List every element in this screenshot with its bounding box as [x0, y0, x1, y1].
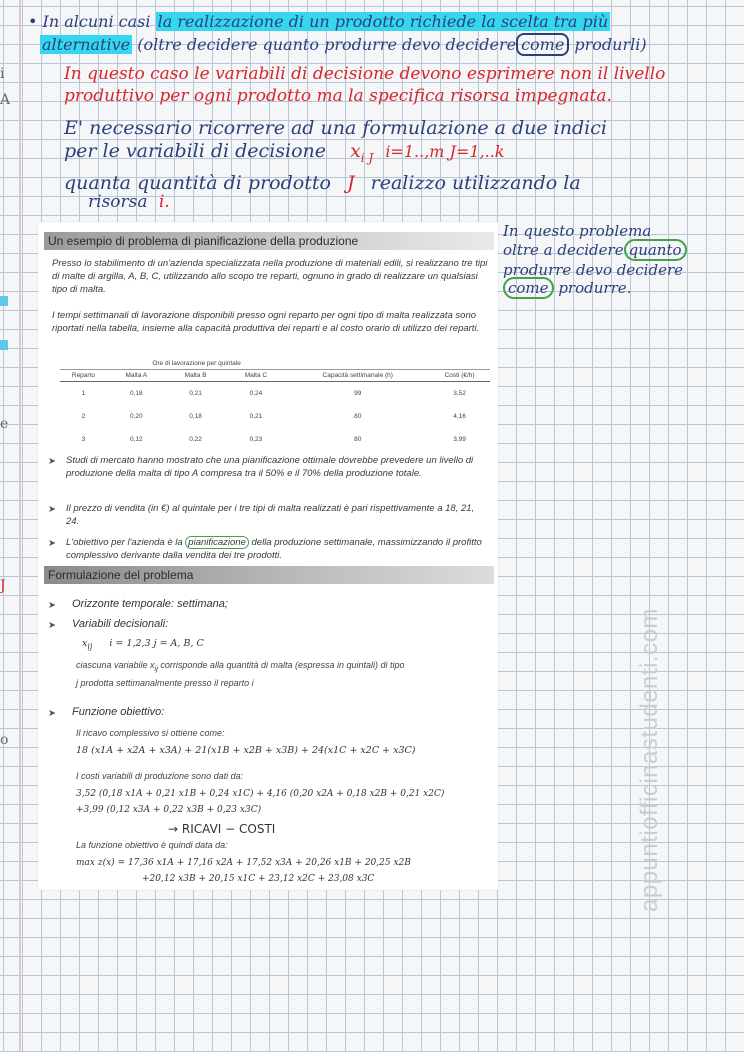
horizon-text: Orizzonte temporale: settimana; [72, 598, 228, 610]
bullet-market: Studi di mercato hanno mostrato che una pianificazione ottimale dovrebbe prevedere un livello di produzione della malta di tipo A compresa tra il 50% e il 70% della produzione totale. [66, 455, 474, 479]
variables-formula: $x_{ij}$ i = 1,2,3 j = A, B, C [82, 638, 204, 651]
edge-mark: i [0, 66, 5, 82]
handwritten-revenue-minus-costs: → RICAVI − COSTI [168, 822, 276, 836]
bullet-arrow-icon: ➤ [48, 620, 56, 631]
table-cell: 2 [81, 413, 86, 420]
table-header: Malta B [166, 370, 226, 382]
handwritten-line-3: E' necessario ricorrere ad una formulazione a due indici [64, 117, 607, 139]
costs-formula-1: 3,52 (0,18 x1A + 0,21 x1B + 0,24 x1C) + 4,16 (0,20 x2A + 0,18 x2B + 0,21 x2C) [76, 789, 445, 799]
bullet-arrow-icon: ➤ [48, 456, 56, 467]
table-cell: 0,18 [189, 413, 202, 420]
table-cell: 80 [354, 436, 362, 443]
objective-formula-2: +20,12 x3B + 20,15 x1C + 23,12 x2C + 23,08 x3C [142, 874, 375, 884]
printed-page [38, 222, 498, 890]
handwritten-line-2: alternative (oltre decidere quanto produrre devo decidere come produrli) [42, 35, 647, 54]
side-note-line-4: come produrre. [503, 279, 631, 297]
variables-description-1: ciascuna variabile $x_{ij}$ corrisponde alla quantità di malta (espressa in quintali) di tipo [76, 660, 405, 673]
table-cell: 0,18 [129, 390, 143, 397]
table-cell: 80 [354, 413, 362, 420]
side-note-line-2: oltre a decidere quanto [503, 241, 687, 259]
notebook-margin-line [19, 0, 21, 1052]
table-header: Costi (€/h) [429, 370, 490, 382]
table-header: Malta C [225, 370, 286, 382]
side-note-line-1: In questo problema [503, 222, 652, 240]
objective-formula-1: max z(x) = 17,36 x1A + 17,16 x2A + 17,52 x3A + 20,26 x1B + 20,25 x2B [76, 858, 411, 868]
intro-paragraph: Presso lo stabilimento di un'azienda specializzata nella produzione di materiali edili, si realizzano tre tipi di malte di argilla, A, B, C, utilizzando allo scopo tre reparti, ognuno in grado di realizzare un qualsiasi tipo di malta. [52, 258, 488, 295]
table-cell: 0,20 [129, 413, 143, 420]
table-cell: 3,52 [453, 390, 466, 397]
costs-formula-2: +3,99 (0,12 x3A + 0,22 x3B + 0,23 x3C) [76, 805, 262, 815]
revenue-formula: 18 (x1A + x2A + x3A) + 21(x1B + x2B + x3B) + 24(x1C + x2C + x3C) [76, 745, 416, 756]
section-title-example: Un esempio di problema di pianificazione della produzione [44, 232, 494, 250]
table-cell: 0,21 [189, 390, 202, 397]
table-cell: 0,24 [249, 390, 263, 397]
objective-label: La funzione obiettivo è quindi data da: [76, 840, 228, 850]
revenue-label: Il ricavo complessivo si ottiene come: [76, 728, 225, 738]
intro-paragraph-2: I tempi settimanali di lavorazione disponibili presso ogni reparto per ogni tipo di malta realizzata sono riportati nella tabella, insieme alla capacità produttiva dei reparti e al costo orario di utilizzo dei reparti. [52, 310, 480, 334]
handwritten-line-1: • In alcuni casi la realizzazione di un prodotto richiede la scelta tra più [28, 12, 609, 31]
bullet-price: Il prezzo di vendita (in €) al quintale per i tre tipi di malta realizzati è pari rispettivamente a 18, 21, 24. [66, 503, 475, 527]
costs-label: I costi variabili di produzione sono dati da: [76, 771, 244, 781]
table-cell: 0,23 [249, 436, 263, 443]
handwritten-red-line-2: produttivo per ogni prodotto ma la specifica risorsa impegnata. [64, 86, 612, 106]
table-cell: 99 [354, 390, 362, 397]
handwritten-line-5: quanta quantità di prodotto J realizzo utilizzando la [64, 172, 581, 194]
handwritten-line-4: per le variabili di decisione $x_{i J}$ i=1..,m J=1,..k [64, 140, 505, 165]
table-cell: 3 [81, 436, 86, 443]
table-span-header: Ore di lavorazione per quintale [107, 358, 286, 370]
table-cell: 1 [81, 390, 86, 397]
table-header: Reparto [60, 370, 107, 382]
objective-title: Funzione obiettivo: [72, 706, 165, 718]
bullet-arrow-icon: ➤ [48, 538, 56, 549]
table-row [60, 405, 490, 428]
edge-mark: A [0, 92, 11, 108]
table-cell: 0,21 [249, 413, 263, 420]
bullet-arrow-icon: ➤ [48, 708, 56, 719]
data-table [60, 358, 490, 451]
section-title-formulation: Formulazione del problema [44, 566, 494, 584]
bullet-arrow-icon: ➤ [48, 504, 56, 515]
edge-mark: e [0, 416, 9, 432]
variables-title: Variabili decisionali: [72, 618, 169, 630]
handwritten-red-line-1: In questo caso le variabili di decisione devono esprimere non il livello [64, 64, 666, 84]
edge-highlight-mark [0, 296, 8, 306]
table-cell: 0,12 [129, 436, 143, 443]
table-cell: 0,22 [189, 436, 202, 443]
variables-description-2: j prodotta settimanalmente presso il reparto i [76, 678, 254, 688]
edge-mark: J [0, 578, 6, 594]
handwritten-line-6: risorsa i. [88, 192, 170, 212]
edge-mark: o [0, 732, 9, 748]
table-header: Malta A [107, 370, 166, 382]
table-cell: 4,16 [453, 413, 466, 420]
table-row [60, 428, 490, 451]
side-note-line-3: produrre devo decidere [503, 261, 684, 279]
edge-highlight-mark [0, 340, 8, 350]
table-cell: 3,99 [453, 436, 466, 443]
bullet-objective: L'obiettivo per l'azienda è la pianificazione della produzione settimanale, massimizzando il profitto complessivo derivante dalla vendita dei tre prodotti. [66, 537, 482, 561]
table-header: Capacità settimanale (h) [286, 370, 429, 382]
bullet-arrow-icon: ➤ [48, 600, 56, 611]
watermark: appuntiofficinastudenti.com [636, 608, 663, 912]
table-row [60, 382, 490, 406]
